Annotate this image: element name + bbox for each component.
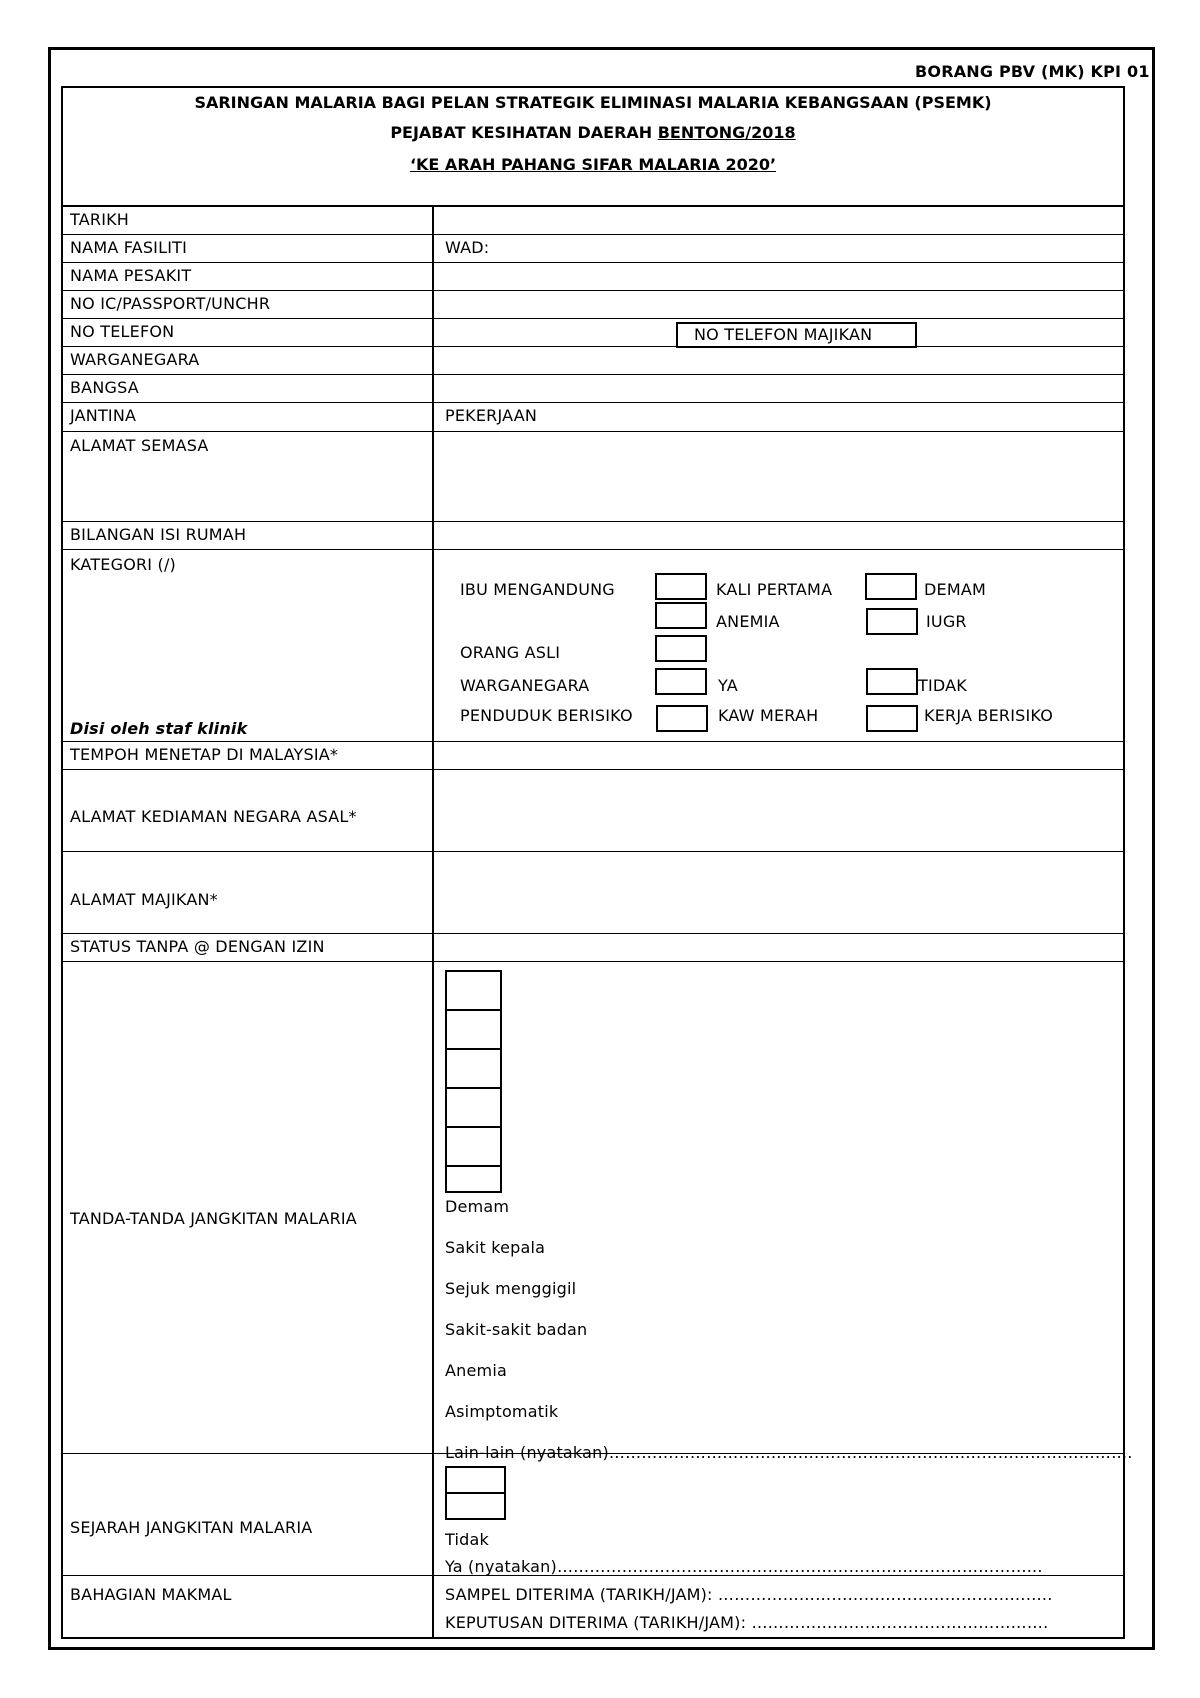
checkbox-demam-iugr[interactable] bbox=[866, 608, 918, 635]
label-warganegara: WARGANEGARA bbox=[70, 350, 200, 369]
label-jantina: JANTINA bbox=[70, 406, 137, 425]
option-warganegara: WARGANEGARA bbox=[460, 676, 590, 695]
no-telefon-majikan-label-box bbox=[676, 322, 917, 348]
row-line bbox=[61, 851, 1125, 852]
label-pekerjaan: PEKERJAAN bbox=[445, 406, 538, 425]
option-penduduk-berisiko: PENDUDUK BERISIKO bbox=[460, 706, 633, 725]
tempoh-menetap-input[interactable] bbox=[434, 743, 1124, 769]
office-line: PEJABAT KESIHATAN DAERAH BENTONG/2018 bbox=[390, 123, 796, 142]
row-line bbox=[61, 234, 1125, 235]
checkbox-ibu-mengandung[interactable] bbox=[655, 573, 707, 600]
lab-sampel-diterima: SAMPEL DITERIMA (TARIKH/JAM): …………………………………………………….. bbox=[445, 1585, 1053, 1604]
option-iugr: IUGR bbox=[926, 612, 967, 631]
checkbox-symptom-sakit-badan[interactable] bbox=[445, 1087, 502, 1128]
label-bangsa: BANGSA bbox=[70, 378, 139, 397]
alamat-kediaman-input[interactable] bbox=[434, 771, 1124, 851]
row-line bbox=[61, 402, 1125, 403]
status-input[interactable] bbox=[434, 935, 1124, 961]
label-tempoh-menetap: TEMPOH MENETAP DI MALAYSIA* bbox=[70, 745, 339, 764]
row-line bbox=[61, 961, 1125, 962]
label-alamat-majikan: ALAMAT MAJIKAN* bbox=[70, 890, 218, 909]
checkbox-warganegara[interactable] bbox=[655, 668, 707, 695]
symptom-item: Anemia bbox=[445, 1361, 507, 1380]
option-orang-asli: ORANG ASLI bbox=[460, 643, 561, 662]
row-line bbox=[61, 769, 1125, 770]
symptom-item: Sakit-sakit badan bbox=[445, 1320, 588, 1339]
option-demam: DEMAM bbox=[924, 580, 986, 599]
option-kaw-merah: KAW MERAH bbox=[718, 706, 819, 725]
alamat-semasa-input[interactable] bbox=[434, 433, 1124, 520]
option-kali-pertama: KALI PERTAMA bbox=[716, 580, 833, 599]
warganegara-input[interactable] bbox=[434, 348, 1124, 374]
checkbox-anemia[interactable] bbox=[655, 602, 707, 629]
label-alamat-semasa: ALAMAT SEMASA bbox=[70, 436, 209, 455]
alamat-majikan-input[interactable] bbox=[434, 853, 1124, 933]
option-ibu-mengandung: IBU MENGANDUNG bbox=[460, 580, 615, 599]
form-code: BORANG PBV (MK) KPI 01 bbox=[915, 62, 1150, 81]
label-tarikh: TARIKH bbox=[70, 210, 130, 229]
label-bahagian-makmal: BAHAGIAN MAKMAL bbox=[70, 1585, 232, 1604]
label-wad: WAD: bbox=[445, 238, 490, 257]
symptom-item: Asimptomatik bbox=[445, 1402, 559, 1421]
checkbox-kali-pertama[interactable] bbox=[865, 573, 917, 600]
history-ya: Ya (nyatakan)……………………………………………………………………………... bbox=[445, 1557, 1043, 1576]
label-no-ic: NO IC/PASSPORT/UNCHR bbox=[70, 294, 271, 313]
bilangan-isi-rumah-input[interactable] bbox=[434, 523, 1124, 549]
checkbox-kaw-merah[interactable] bbox=[866, 705, 918, 732]
label-sejarah: SEJARAH JANGKITAN MALARIA bbox=[70, 1518, 313, 1537]
label-kategori: KATEGORI (/) bbox=[70, 555, 176, 574]
row-line bbox=[61, 933, 1125, 934]
option-ya: YA bbox=[718, 676, 738, 695]
row-line bbox=[61, 374, 1125, 375]
nama-pesakit-input[interactable] bbox=[434, 264, 1124, 290]
checkbox-history-ya[interactable] bbox=[445, 1492, 506, 1520]
label-nama-pesakit: NAMA PESAKIT bbox=[70, 266, 192, 285]
checkbox-symptom-sakit-kepala[interactable] bbox=[445, 1009, 502, 1050]
lab-keputusan-diterima: KEPUTUSAN DITERIMA (TARIKH/JAM): ………………………………………………. bbox=[445, 1613, 1049, 1632]
checkbox-penduduk-berisiko[interactable] bbox=[656, 705, 708, 732]
checkbox-history-tidak[interactable] bbox=[445, 1466, 506, 1494]
label-no-telefon-majikan: NO TELEFON MAJIKAN bbox=[694, 325, 873, 344]
no-telefon-majikan-input[interactable] bbox=[918, 320, 1123, 346]
option-kerja-berisiko: KERJA BERISIKO bbox=[924, 706, 1053, 725]
checkbox-symptom-asimptomatik[interactable] bbox=[445, 1165, 502, 1193]
note-disi-oleh-staf: Disi oleh staf klinik bbox=[70, 719, 248, 738]
form-title: SARINGAN MALARIA BAGI PELAN STRATEGIK ELIMINASI MALARIA KEBANGSAAN (PSEMK) bbox=[194, 93, 992, 112]
slogan: ‘KE ARAH PAHANG SIFAR MALARIA 2020’ bbox=[409, 155, 777, 174]
symptom-other: Lain-lain (nyatakan)……………………………………………………………………………………. bbox=[445, 1443, 1133, 1462]
label-no-telefon: NO TELEFON bbox=[70, 322, 175, 341]
row-line bbox=[61, 741, 1125, 742]
symptom-item: Sakit kepala bbox=[445, 1238, 546, 1257]
symptom-item: Sejuk menggigil bbox=[445, 1279, 577, 1298]
tarikh-input[interactable] bbox=[434, 207, 1124, 233]
label-alamat-kediaman: ALAMAT KEDIAMAN NEGARA ASAL* bbox=[70, 807, 357, 826]
option-tidak: TIDAK bbox=[918, 676, 967, 695]
row-line bbox=[61, 549, 1125, 550]
checkbox-orang-asli[interactable] bbox=[655, 635, 707, 662]
row-line bbox=[61, 318, 1125, 319]
history-tidak: Tidak bbox=[445, 1530, 489, 1549]
row-line bbox=[61, 346, 1125, 347]
no-telefon-input[interactable] bbox=[434, 320, 674, 346]
row-line bbox=[61, 290, 1125, 291]
label-bilangan-isi-rumah: BILANGAN ISI RUMAH bbox=[70, 525, 247, 544]
label-nama-fasiliti: NAMA FASILITI bbox=[70, 238, 188, 257]
checkbox-symptom-anemia[interactable] bbox=[445, 1126, 502, 1167]
label-tanda-tanda: TANDA-TANDA JANGKITAN MALARIA bbox=[70, 1209, 357, 1228]
option-anemia: ANEMIA bbox=[716, 612, 780, 631]
row-line bbox=[61, 431, 1125, 432]
row-line bbox=[61, 521, 1125, 522]
symptom-item: Demam bbox=[445, 1197, 510, 1216]
no-ic-input[interactable] bbox=[434, 292, 1124, 318]
checkbox-ya-tidak[interactable] bbox=[866, 668, 918, 695]
checkbox-symptom-sejuk-menggigil[interactable] bbox=[445, 1048, 502, 1089]
bangsa-input[interactable] bbox=[434, 376, 1124, 402]
row-line bbox=[61, 262, 1125, 263]
label-status: STATUS TANPA @ DENGAN IZIN bbox=[70, 937, 325, 956]
checkbox-symptom-demam[interactable] bbox=[445, 970, 502, 1011]
